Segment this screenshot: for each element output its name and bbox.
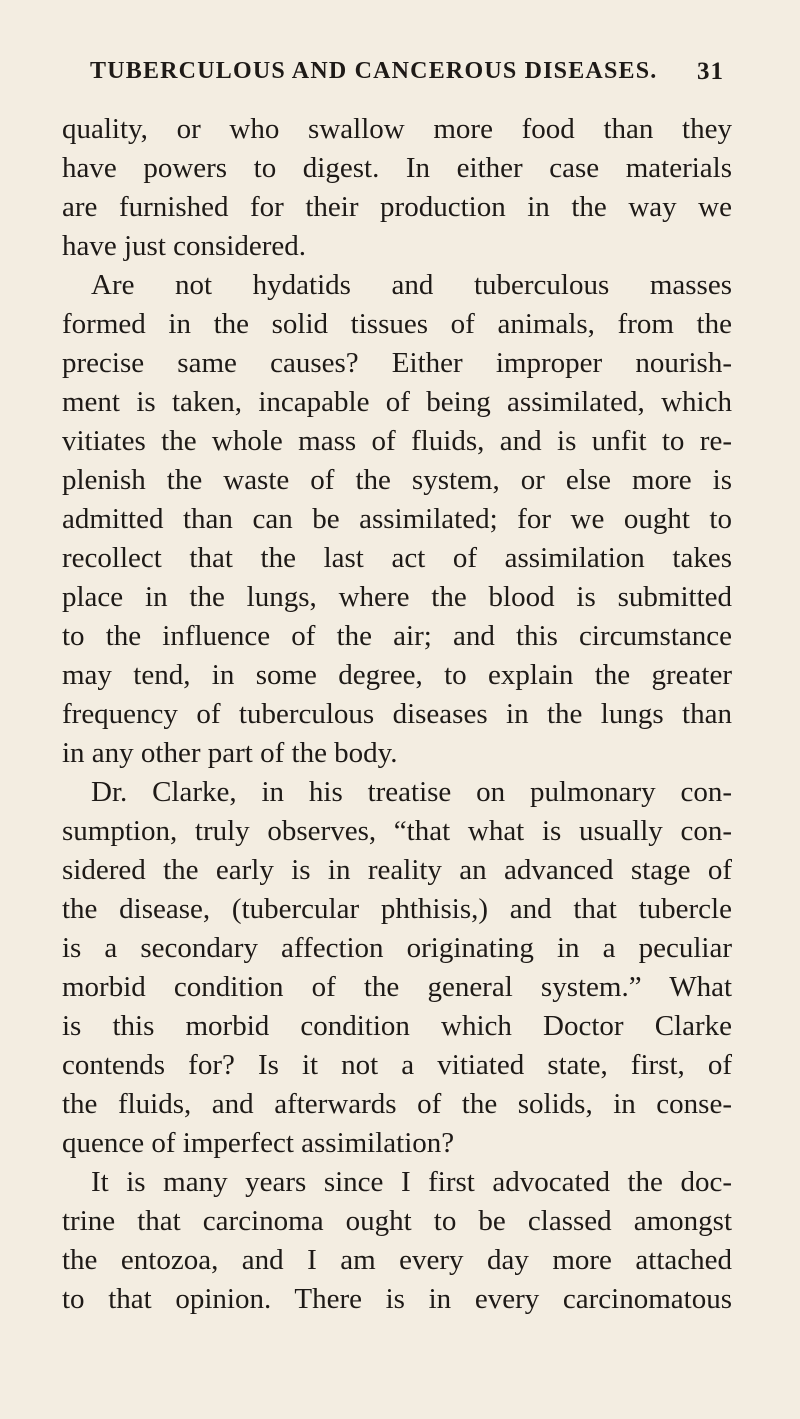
running-head: [90, 58, 724, 94]
text-line: morbid condition of the general system.” What: [62, 971, 732, 1003]
text-line: admitted than can be assimilated; for we ought to: [62, 503, 732, 535]
page-number: 31: [697, 58, 724, 85]
text-line: sumption, truly observes, “that what is usually con-: [62, 815, 732, 847]
text-line: have just considered.: [62, 230, 307, 262]
text-line: the disease, (tubercular phthisis,) and that tubercle: [62, 893, 732, 925]
text-line: is a secondary affection originating in a peculiar: [62, 932, 732, 964]
text-line: are furnished for their production in the way we: [62, 191, 732, 223]
text-line: in any other part of the body.: [62, 737, 398, 769]
text-line: plenish the waste of the system, or else more is: [62, 464, 732, 496]
text-line: vitiates the whole mass of fluids, and is unfit to re-: [62, 425, 732, 457]
text-line: Are not hydatids and tuberculous masses: [91, 269, 732, 301]
text-line: the entozoa, and I am every day more attached: [62, 1244, 732, 1276]
text-line: the fluids, and afterwards of the solids, in conse-: [62, 1088, 732, 1120]
text-line: to that opinion. There is in every carcinomatous: [62, 1283, 732, 1315]
text-body: [62, 110, 732, 1319]
text-line: have powers to digest. In either case materials: [62, 152, 732, 184]
text-line: frequency of tuberculous diseases in the lungs than: [62, 698, 732, 730]
text-line: sidered the early is in reality an advanced stage of: [62, 854, 732, 886]
text-line: Dr. Clarke, in his treatise on pulmonary con-: [91, 776, 732, 808]
running-title: TUBERCULOUS AND CANCEROUS DISEASES.: [90, 58, 658, 84]
text-line: may tend, in some degree, to explain the greater: [62, 659, 732, 691]
text-line: to the influence of the air; and this circumstance: [62, 620, 732, 652]
text-line: quality, or who swallow more food than they: [62, 113, 732, 145]
text-line: ment is taken, incapable of being assimilated, which: [62, 386, 732, 418]
text-line: place in the lungs, where the blood is submitted: [62, 581, 732, 613]
text-line: trine that carcinoma ought to be classed amongst: [62, 1205, 732, 1237]
text-line: recollect that the last act of assimilation takes: [62, 542, 732, 574]
text-line: is this morbid condition which Doctor Clarke: [62, 1010, 732, 1042]
text-line: It is many years since I first advocated the doc-: [91, 1166, 732, 1198]
text-line: contends for? Is it not a vitiated state, first, of: [62, 1049, 732, 1081]
text-line: precise same causes? Either improper nourish-: [62, 347, 732, 379]
text-line: formed in the solid tissues of animals, from the: [62, 308, 732, 340]
text-line: quence of imperfect assimilation?: [62, 1127, 455, 1159]
